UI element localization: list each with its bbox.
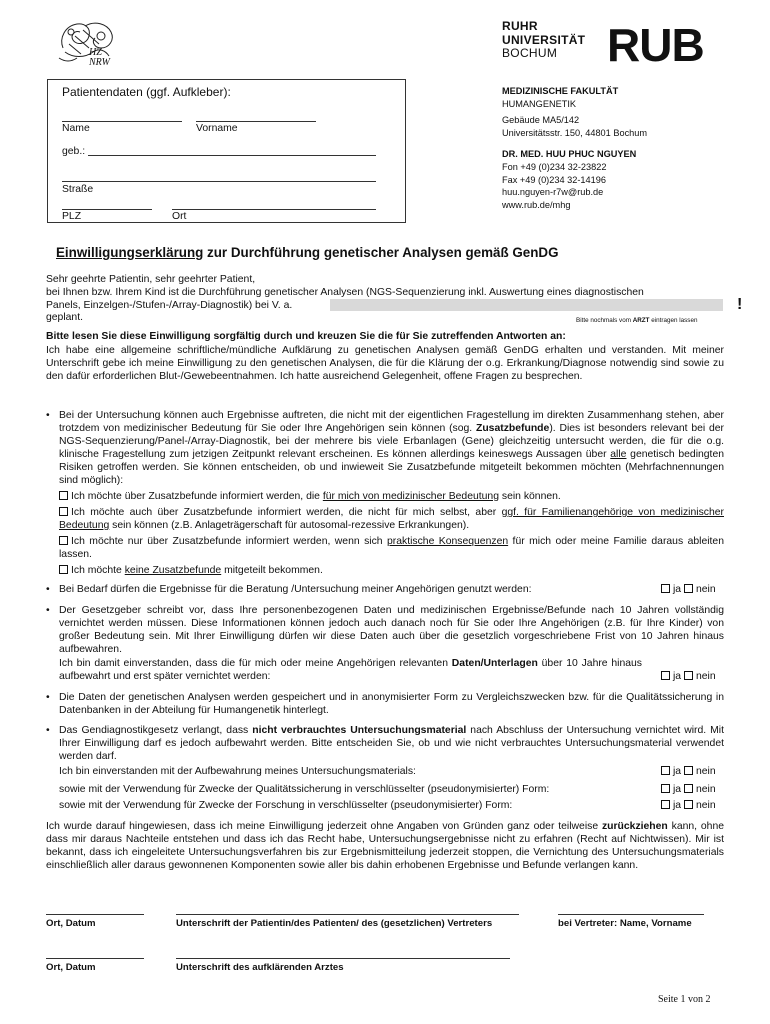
hint-pre: Bitte nochmals vom xyxy=(576,317,633,324)
opt3-b: für mich oder meine Familie daraus ableiten lassen. xyxy=(59,536,724,560)
checkbox-nein[interactable] xyxy=(684,784,693,793)
opt2-a: Ich möchte auch über Zusatzbefunde informiert werden, die nicht für mich selbst, aber xyxy=(71,507,502,518)
checkbox-option-1[interactable] xyxy=(59,491,68,500)
vorname-label: Vorname xyxy=(196,123,238,134)
intro-line-2: Panels, Einzelgen-/Stufen-/Array-Diagnostik) bei V. a. xyxy=(46,300,293,311)
bullet-aufbewahrung-question xyxy=(46,657,724,683)
rub-logo xyxy=(607,19,704,71)
b3-q-bold: Daten/Unterlagen xyxy=(451,658,538,669)
salutation: Sehr geehrte Patientin, sehr geehrter Patient, xyxy=(46,274,256,285)
rub-logo-text: RUB xyxy=(607,19,704,71)
ja-label: ja xyxy=(673,800,682,811)
patient-signature-label: Unterschrift der Patientin/des Patienten/ des (gesetzlichen) Vertreters xyxy=(176,918,493,929)
vertreter-label: bei Vertreter: Name, Vorname xyxy=(558,918,692,929)
ort-label: Ort xyxy=(172,211,187,222)
nrw-text: NRW xyxy=(89,57,110,68)
doctor-hint xyxy=(576,317,697,325)
option-4[interactable] xyxy=(59,564,724,577)
bullet-aufbewahrung: • Der Gesetzgeber schreibt vor, dass Ihre personenbezogenen Daten und medizinischen Ergebnisse/Befunde nach 10 Jahren vollständig vernichtet werden müssen. Diese Informationen können jedoch auch danach noch für Sie oder Ihre Angehörigen (z.B. für Ihre Kinder) von großer Bedeutung sein. Mit Ihrer Einwilligung dürfen wir diese Daten auch über die gesetzlich vorgeschriebene Frist von 10 Jahren hinaus aufbewahren. xyxy=(46,605,724,655)
closing-b: kann, ohne dass mir daraus Nachteile entstehen und dass ich das Recht habe, Untersuchungsergebnisse nicht zu erfahren (Recht auf Nichtwissen). Mir ist bekannt, dass ich eingeleitete Untersuchungsverfahren bis zur Ergebnismitteilung jederzeit stoppen, die Vernichtung des Untersuchungsmaterials einschließlich aller daraus gewonnenen Komponenten sowie aller bis dahin erhobenen Ergebnisse und Befunde verlangen kann. xyxy=(46,821,725,871)
b1-text-b: ). Dies ist besonders relevant bei der NGS-Sequenzierung/Panel-/Array-Diagnostik, bei der mehrere bis viele Erbanlagen (Gene) gleichzeitig untersucht werden, die für die o.g. klinische Fragestellung zum jetzigen Zeitpunkt relevant erscheinen. Es können allerdings keineswegs Aussagen über xyxy=(59,423,724,460)
ort-datum-line-2[interactable] xyxy=(46,958,144,959)
b1-text-a: Bei der Untersuchung können auch Ergebnisse auftreten, die nicht mit der eigentlichen Fragestellung im direkten Zusammenhang stehen, aber trotzdem von medizinischer Bedeutung für Sie oder Ihre Angehörigen sein können (sog. xyxy=(59,410,724,434)
closing-a: Ich wurde darauf hingewiesen, dass ich meine Einwilligung jederzeit ohne Angaben von Gründen ganz oder teilweise xyxy=(46,821,602,832)
b3-q-b: über 10 Jahre hinaus aufbewahrt und erst später vernichtet werden: xyxy=(59,658,643,682)
ja-nein-material-1[interactable] xyxy=(661,765,716,778)
checkbox-nein[interactable] xyxy=(684,671,693,680)
opt2-b: sein können (z.B. Anlageträgerschaft für autosomal-rezessive Erkrankungen). xyxy=(109,520,470,531)
b5-bold: nicht verbrauchtes Untersuchungsmaterial xyxy=(252,725,467,736)
checkbox-option-3[interactable] xyxy=(59,536,68,545)
ja-label: ja xyxy=(673,671,682,682)
nein-label: nein xyxy=(695,671,716,682)
b2-text: Bei Bedarf dürfen die Ergebnisse für die Beratung /Untersuchung meiner Angehörigen genutzt werden: xyxy=(59,584,532,595)
document-title xyxy=(56,245,559,262)
checkbox-nein[interactable] xyxy=(684,800,693,809)
arzt-signature-label: Unterschrift des aufklärenden Arztes xyxy=(176,962,344,973)
ort-datum-label-2: Ort, Datum xyxy=(46,962,96,973)
b1-text-c: genetisch bedingten Risiken getroffen werden. Sie können entscheiden, ob und inwieweit Sie Zusatzbefunde mitgeteilt bekommen möchten (Mehrfachnennungen sind möglich): xyxy=(59,449,725,486)
nein-label: nein xyxy=(695,584,716,595)
geb-line[interactable] xyxy=(88,155,376,156)
opt4-u: keine Zusatzbefunde xyxy=(124,565,222,576)
title-rest: zur Durchführung genetischer Analysen gemäß GenDG xyxy=(203,245,559,260)
ja-nein-material-2[interactable] xyxy=(661,783,716,796)
opt1-b: sein können. xyxy=(498,491,561,502)
hz-text: HZ xyxy=(89,47,102,58)
b3-text: Der Gesetzgeber schreibt vor, dass Ihre personenbezogenen Daten und medizinischen Ergebnisse/Befunde nach 10 Jahren vollständig vernichtet werden müssen. Diese Informationen können jedoch auch danach noch für Sie oder Ihre Angehörigen (z.B. für Ihre Kinder) von großer Bedeutung sein. Mit Ihrer Einwilligung dürfen wir diese Daten auch über die gesetzlich vorgeschriebene Frist von 10 Jahren hinaus aufbewahren. xyxy=(59,605,724,655)
option-1[interactable] xyxy=(59,490,724,503)
b4-text: Die Daten der genetischen Analysen werden gespeichert und in anonymisierter Form zu Vergleichszwecken bzw. für die Qualitätssicherung in Datenbanken in der Abteilung für Humangenetik hinterlegt. xyxy=(59,692,724,716)
checkbox-nein[interactable] xyxy=(684,584,693,593)
patient-box-title: Patientendaten (ggf. Aufkleber): xyxy=(62,85,231,99)
patient-signature-line[interactable] xyxy=(176,914,519,915)
patient-data-box xyxy=(47,79,406,223)
attention-mark: ! xyxy=(737,296,743,313)
option-2[interactable] xyxy=(59,506,724,532)
street-address: Universitätsstr. 150, 44801 Bochum xyxy=(502,127,648,138)
bullet-material: • Das Gendiagnostikgesetz verlangt, dass nicht verbrauchtes Untersuchungsmaterial nach Abschluss der Untersuchung vernichtet wird. Mit Ihrer Einwilligung darf es jedoch aufbewahrt werden. Bitte entscheiden Sie, ob und wie nicht verbrauchtes Untersuchungsmaterial verwendet werden darf. xyxy=(46,725,724,762)
vertreter-line[interactable] xyxy=(558,914,704,915)
department-name: HUMANGENETIK xyxy=(502,98,577,109)
ort-datum-line-1[interactable] xyxy=(46,914,144,915)
email-link[interactable]: huu.nguyen-r7w@rub.de xyxy=(502,187,604,198)
material-q1 xyxy=(46,765,724,778)
building: Gebäude MA5/142 xyxy=(502,115,580,126)
rub-line-1: RUHR xyxy=(502,19,538,33)
b5-q2: sowie mit der Verwendung für Zwecke der Qualitätssicherung in verschlüsselter (pseudonymisierter) Form: xyxy=(59,784,550,795)
web-link[interactable]: www.rub.de/mhg xyxy=(502,199,571,210)
b1-bold: Zusatzbefunde xyxy=(475,423,550,434)
instruction: Bitte lesen Sie diese Einwilligung sorgfältig durch und kreuzen Sie die für Sie zutreffenden Antworten an: xyxy=(46,331,566,342)
opt3-u: praktische Konsequenzen xyxy=(387,536,509,547)
rub-wordmark xyxy=(502,20,585,61)
closing-text xyxy=(46,820,724,872)
ja-label: ja xyxy=(673,584,682,595)
checkbox-ja[interactable] xyxy=(661,671,670,680)
diagnosis-field[interactable] xyxy=(330,299,723,311)
ja-nein-aufbewahrung[interactable] xyxy=(661,670,716,683)
b1-underlined: alle xyxy=(610,449,627,460)
opt4-a: Ich möchte xyxy=(71,565,125,576)
arzt-signature-line[interactable] xyxy=(176,958,510,959)
page-number: Seite 1 von 2 xyxy=(658,994,711,1005)
opt1-a: Ich möchte über Zusatzbefunde informiert werden, die xyxy=(71,491,323,502)
name-label: Name xyxy=(62,123,90,134)
checkbox-ja[interactable] xyxy=(661,584,670,593)
strasse-label: Straße xyxy=(62,184,94,195)
b3-q-a: Ich bin damit einverstanden, dass die für mich oder meine Angehörigen relevanten xyxy=(59,658,452,669)
bullet-angehoerige: • Bei Bedarf dürfen die Ergebnisse für die Beratung /Untersuchung meiner Angehörigen genutzt werden: xyxy=(46,583,724,596)
opt2-u: ggf. für Familienangehörige von medizinischer Bedeutung xyxy=(59,507,724,531)
checkbox-option-4[interactable] xyxy=(59,565,68,574)
rub-line-2: UNIVERSITÄT xyxy=(502,32,586,47)
nein-label: nein xyxy=(695,766,716,777)
checkbox-nein[interactable] xyxy=(684,766,693,775)
hz-nrw-logo xyxy=(55,18,125,74)
strasse-line[interactable] xyxy=(62,181,376,182)
intro-line-3: geplant. xyxy=(46,312,83,323)
opt1-u: für mich von medizinischer Bedeutung xyxy=(322,491,499,502)
fax: Fax +49 (0)234 32-14196 xyxy=(502,174,606,185)
opt3-a: Ich möchte nur über Zusatzbefunde informiert werden, wenn sich xyxy=(71,536,387,547)
ja-nein-material-3[interactable] xyxy=(661,799,716,812)
b5-a: Das Gendiagnostikgesetz verlangt, dass xyxy=(59,725,253,736)
consent-text: Ich habe eine allgemeine schriftliche/mündliche Aufklärung zu genetischen Analysen gemäß GenDG erhalten und verstanden. Mit meiner Unterschrift gebe ich meine Einwilligung zu den genetischen Analysen, die für die Klärung der o.g. Erkrankung/Diagnose notwendig sind sowie zu den dafür erforderlichen Blut-/Gewebeentnahmen. Ich hatte ausreichend Gelegenheit, offene Fragen zu besprechen. xyxy=(46,345,724,382)
ort-line[interactable] xyxy=(172,209,376,210)
phone: Fon +49 (0)234 32-23822 xyxy=(502,161,607,172)
option-3[interactable] xyxy=(59,535,724,561)
checkbox-ja[interactable] xyxy=(661,784,670,793)
bullet-zusatzbefunde: • Bei der Untersuchung können auch Ergebnisse auftreten, die nicht mit der eigentlichen Fragestellung im direkten Zusammenhang stehen, aber trotzdem von medizinischer Bedeutung für Sie oder Ihre Angehörigen sein können (sog. Zusatzbefunde). Dies ist besonders relevant bei der NGS-Sequenzierung/Panel-/Array-Diagnostik, bei der mehrere bis viele Erbanlagen (Gene) gleichzeitig untersucht werden, die für die o.g. klinische Fragestellung zum jetzigen Zeitpunkt relevant erscheinen. Es können allerdings keineswegs Aussagen über alle genetisch bedingten Risiken getroffen werden. Sie können entscheiden, ob und inwieweit Sie Zusatzbefunde mitgeteilt bekommen möchten (Mehrfachnennungen sind möglich): Ich möchte über Zusatzbefunde informiert werden, die für mich von medizinischer Bedeutung sein können. Ich möchte auch über Zusatzbefunde informiert werden, die nicht für mich selbst, aber ggf. für Familienangehörige von medizinischer Bedeutung sein können (z.B. Anlageträgerschaft für autosomal-rezessive Erkrankungen). Ich möchte nur über Zusatzbefunde informiert werden, wenn sich praktische Konsequenzen für mich oder meine Familie daraus ableiten lassen. Ich möchte keine Zusatzbefunde mitgeteilt bekommen. xyxy=(46,410,725,576)
title-underlined: Einwilligungserklärung xyxy=(56,245,204,260)
material-q2 xyxy=(46,783,724,796)
hz-nrw-text xyxy=(89,48,110,68)
ort-datum-label-1: Ort, Datum xyxy=(46,918,96,929)
checkbox-ja[interactable] xyxy=(661,766,670,775)
geb-label: geb.: xyxy=(62,146,86,157)
rub-line-3: BOCHUM xyxy=(502,46,558,60)
b5-q3: sowie mit der Verwendung für Zwecke der Forschung in verschlüsselter (pseudonymisierter) Form: xyxy=(59,800,513,811)
intro-line-1: bei Ihnen bzw. Ihrem Kind ist die Durchführung genetischer Analysen (NGS-Sequenzierung inkl. Auswertung eines diagnostischen xyxy=(46,287,644,298)
hint-post: eintragen lassen xyxy=(649,317,698,324)
ja-label: ja xyxy=(673,784,682,795)
checkbox-option-2[interactable] xyxy=(59,507,68,516)
ja-nein-angehoerige[interactable] xyxy=(661,583,716,596)
checkbox-ja[interactable] xyxy=(661,800,670,809)
department-address xyxy=(502,85,647,211)
b5-b: nach Abschluss der Untersuchung vernichtet wird. Mit Ihrer Einwilligung darf es jedoch aufbewahrt werden. Bitte entscheiden Sie, ob und wie nicht verbrauchtes Untersuchungsmaterial verwendet werden darf. xyxy=(59,725,724,762)
ja-label: ja xyxy=(673,766,682,777)
opt4-b: mitgeteilt bekommen. xyxy=(221,565,323,576)
faculty-name: MEDIZINISCHE FAKULTÄT xyxy=(502,86,619,96)
plz-label: PLZ xyxy=(62,211,82,222)
b5-q1: Ich bin einverstanden mit der Aufbewahrung meines Untersuchungsmaterials: xyxy=(59,766,416,777)
material-q3 xyxy=(46,799,724,812)
nein-label: nein xyxy=(695,800,716,811)
nein-label: nein xyxy=(695,784,716,795)
bullet-anonymisiert: • Die Daten der genetischen Analysen werden gespeichert und in anonymisierter Form zu Vergleichszwecken bzw. für die Qualitätssicherung in Datenbanken in der Abteilung für Humangenetik hinterlegt. xyxy=(46,692,724,716)
doctor-name: DR. MED. HUU PHUC NGUYEN xyxy=(502,149,637,160)
hint-bold: ARZT xyxy=(632,317,650,324)
closing-bold: zurückziehen xyxy=(601,821,668,832)
